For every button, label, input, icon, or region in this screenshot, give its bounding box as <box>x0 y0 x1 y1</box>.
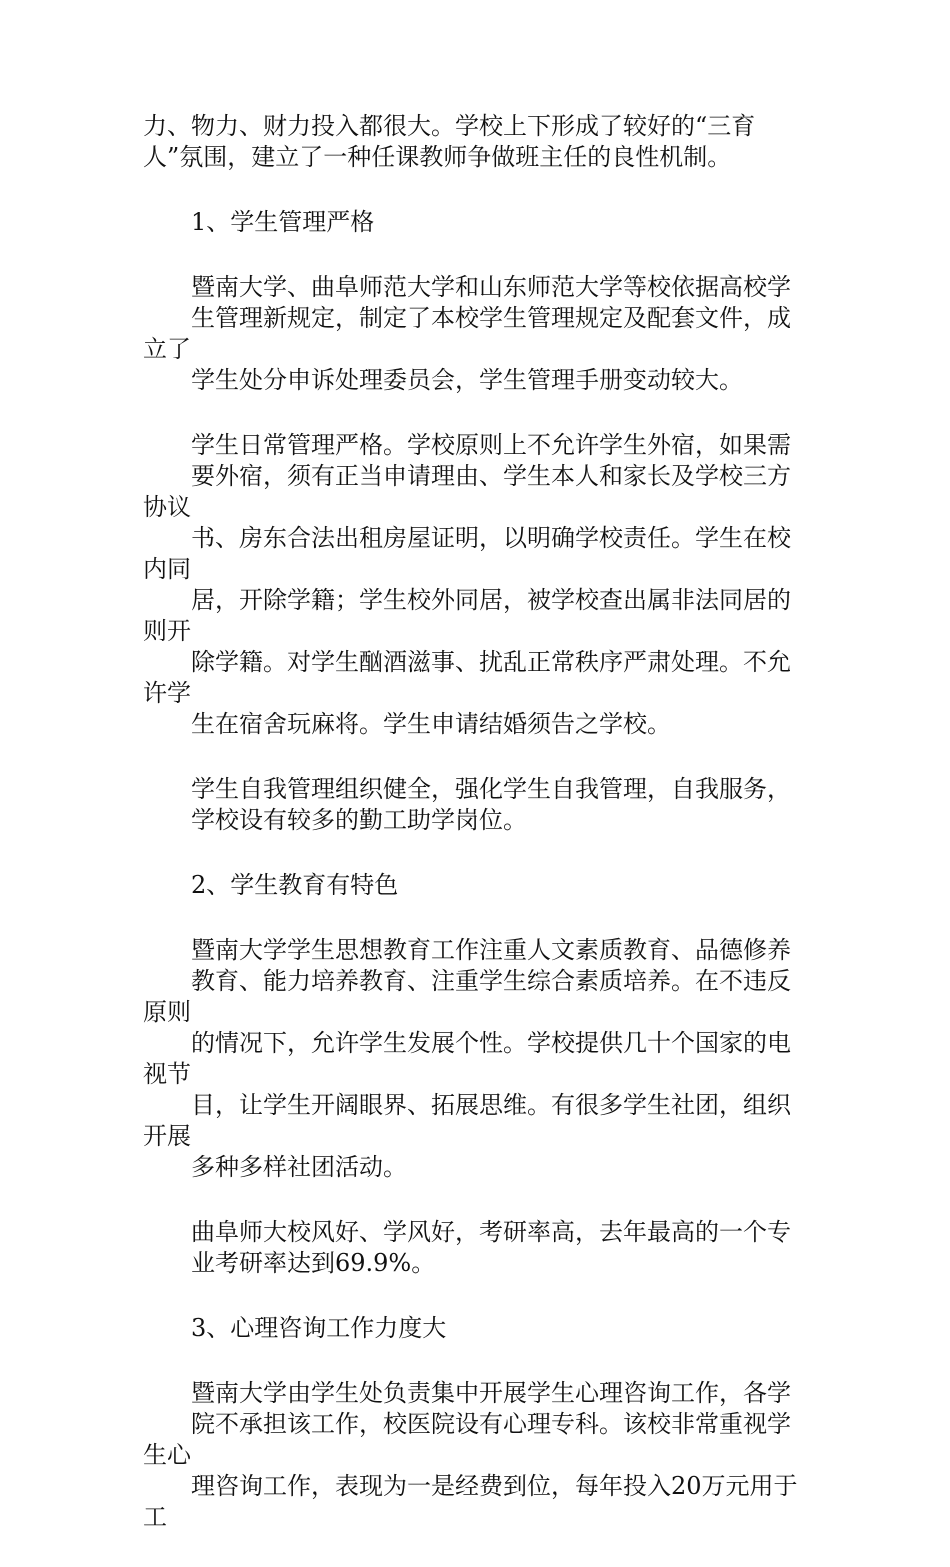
text-line: 3、心理咨询工作力度大 <box>191 1314 447 1342</box>
text-line: 2、学生教育有特色 <box>191 871 399 899</box>
body-paragraph <box>143 111 808 173</box>
text-line: 人”氛围，建立了一种任课教师争做班主任的良性机制。 <box>143 143 732 171</box>
text-line: 院不承担该工作，校医院设有心理专科。该校非常重视学生心 <box>143 1410 791 1469</box>
body-paragraph <box>143 272 808 396</box>
text-line: 书、房东合法出租房屋证明，以明确学校责任。学生在校内同 <box>143 524 791 583</box>
body-paragraph <box>143 774 808 836</box>
section-heading <box>143 1313 808 1344</box>
text-line: 的情况下，允许学生发展个性。学校提供几十个国家的电视节 <box>143 1029 791 1088</box>
text-line: 暨南大学、曲阜师范大学和山东师范大学等校依据高校学 <box>191 273 791 301</box>
text-line: 业考研率达到69.9%。 <box>191 1249 436 1277</box>
text-line: 曲阜师大校风好、学风好，考研率高，去年最高的一个专 <box>191 1218 791 1246</box>
text-line: 教育、能力培养教育、注重学生综合素质培养。在不违反原则 <box>143 967 791 1026</box>
body-paragraph <box>143 430 808 740</box>
text-line: 暨南大学由学生处负责集中开展学生心理咨询工作，各学 <box>191 1379 791 1407</box>
text-line: 理咨询工作，表现为一是经费到位，每年投入20万元用于工 <box>143 1472 798 1531</box>
document-body <box>143 111 808 1567</box>
body-paragraph <box>143 1378 808 1533</box>
text-line: 学生日常管理严格。学校原则上不允许学生外宿，如果需 <box>191 431 791 459</box>
text-line: 学校设有较多的勤工助学岗位。 <box>191 806 527 834</box>
text-line: 力、物力、财力投入都很大。学校上下形成了较好的“三育 <box>143 112 756 140</box>
text-line: 学生处分申诉处理委员会，学生管理手册变动较大。 <box>191 366 743 394</box>
text-line: 多种多样社团活动。 <box>191 1153 407 1181</box>
text-line: 生在宿舍玩麻将。学生申请结婚须告之学校。 <box>191 710 671 738</box>
text-line: 要外宿，须有正当申请理由、学生本人和家长及学校三方协议 <box>143 462 791 521</box>
section-heading <box>143 207 808 238</box>
body-paragraph <box>143 935 808 1183</box>
text-line: 目，让学生开阔眼界、拓展思维。有很多学生社团，组织开展 <box>143 1091 791 1150</box>
text-line: 暨南大学学生思想教育工作注重人文素质教育、品德修养 <box>191 936 791 964</box>
text-line: 1、学生管理严格 <box>191 208 375 236</box>
text-line: 学生自我管理组织健全，强化学生自我管理，自我服务， <box>191 775 791 803</box>
text-line: 除学籍。对学生酗酒滋事、扰乱正常秩序严肃处理。不允许学 <box>143 648 791 707</box>
text-line: 生管理新规定，制定了本校学生管理规定及配套文件，成立了 <box>143 304 791 363</box>
text-line: 居，开除学籍；学生校外同居，被学校查出属非法同居的则开 <box>143 586 791 645</box>
section-heading <box>143 870 808 901</box>
body-paragraph <box>143 1217 808 1279</box>
